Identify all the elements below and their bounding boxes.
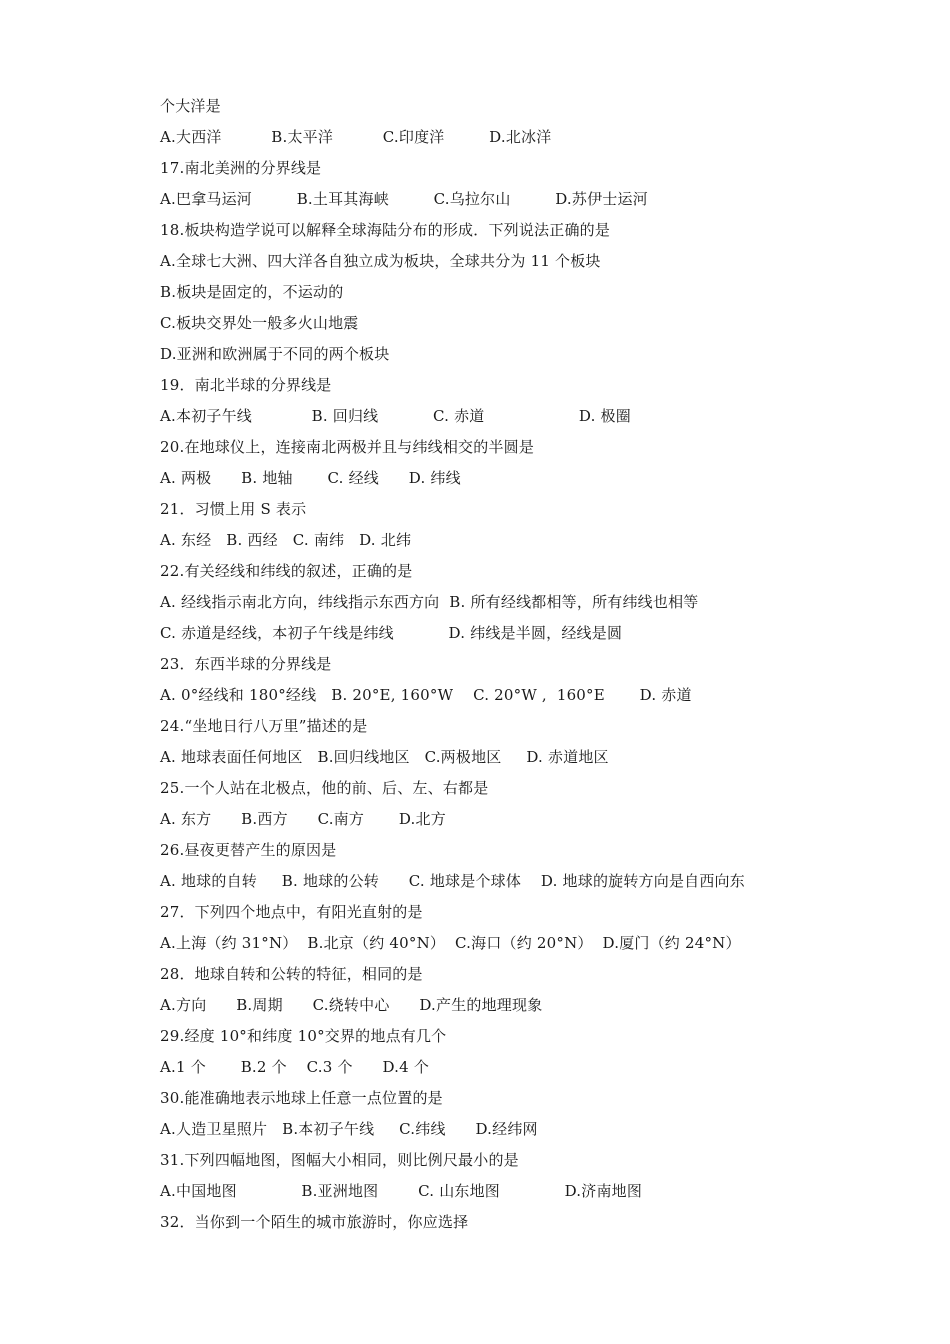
question-31-stem: 31.下列四幅地图，图幅大小相同，则比例尺最小的是	[160, 1151, 519, 1169]
question-17-options: A.巴拿马运河 B.土耳其海峡 C.乌拉尔山 D.苏伊士运河	[160, 190, 648, 208]
question-19-stem: 19．南北半球的分界线是	[160, 376, 332, 394]
question-26-stem: 26.昼夜更替产生的原因是	[160, 841, 337, 859]
question-23-stem: 23．东西半球的分界线是	[160, 655, 332, 673]
question-27-stem: 27．下列四个地点中，有阳光直射的是	[160, 903, 423, 921]
question-17-stem: 17.南北美洲的分界线是	[160, 159, 322, 177]
question-18-stem: 18.板块构造学说可以解释全球海陆分布的形成．下列说法正确的是	[160, 221, 611, 239]
question-21-stem: 21．习惯上用 S 表示	[160, 500, 307, 518]
question-28-stem: 28．地球自转和公转的特征，相同的是	[160, 965, 423, 983]
question-30-options: A.人造卫星照片 B.本初子午线 C.纬线 D.经纬网	[160, 1120, 538, 1138]
question-22-options-cd: C. 赤道是经线，本初子午线是纬线 D. 纬线是半圆，经线是圆	[160, 624, 623, 642]
question-22-stem: 22.有关经线和纬线的叙述，正确的是	[160, 562, 413, 580]
question-22-options-ab: A. 经线指示南北方向，纬线指示东西方向 B. 所有经线都相等，所有纬线也相等	[160, 593, 699, 611]
question-25-options: A. 东方 B.西方 C.南方 D.北方	[160, 810, 446, 828]
question-27-options: A.上海（约 31°N） B.北京（约 40°N） C.海口（约 20°N） D.厦门（约 24°N）	[160, 934, 741, 952]
question-29-stem: 29.经度 10°和纬度 10°交界的地点有几个	[160, 1027, 447, 1045]
question-16-options: A.大西洋 B.太平洋 C.印度洋 D.北冰洋	[160, 128, 552, 146]
question-26-options: A. 地球的自转 B. 地球的公转 C. 地球是个球体 D. 地球的旋转方向是自西向东	[160, 872, 745, 890]
question-20-stem: 20.在地球仪上，连接南北两极并且与纬线相交的半圆是	[160, 438, 535, 456]
question-18-option-c: C.板块交界处一般多火山地震	[160, 314, 359, 332]
question-23-options: A. 0°经线和 180°经线 B. 20°E, 160°W C. 20°W , 160°E D. 赤道	[160, 686, 692, 704]
question-18-option-d: D.亚洲和欧洲属于不同的两个板块	[160, 345, 390, 363]
question-20-options: A. 两极 B. 地轴 C. 经线 D. 纬线	[160, 469, 461, 487]
question-18-option-b: B.板块是固定的，不运动的	[160, 283, 344, 301]
question-19-options: A.本初子午线 B. 回归线 C. 赤道 D. 极圈	[160, 407, 631, 425]
question-18-option-a: A.全球七大洲、四大洋各自独立成为板块，全球共分为 11 个板块	[160, 252, 601, 270]
question-30-stem: 30.能准确地表示地球上任意一点位置的是	[160, 1089, 443, 1107]
question-32-stem: 32．当你到一个陌生的城市旅游时，你应选择	[160, 1213, 469, 1231]
question-16-stem-continued: 个大洋是	[160, 97, 221, 115]
question-31-options: A.中国地图 B.亚洲地图 C. 山东地图 D.济南地图	[160, 1182, 643, 1200]
question-24-stem: 24.“坐地日行八万里”描述的是	[160, 717, 368, 735]
question-28-options: A.方向 B.周期 C.绕转中心 D.产生的地理现象	[160, 996, 543, 1014]
question-25-stem: 25.一个人站在北极点，他的前、后、左、右都是	[160, 779, 489, 797]
question-24-options: A. 地球表面任何地区 B.回归线地区 C.两极地区 D. 赤道地区	[160, 748, 609, 766]
question-29-options: A.1 个 B.2 个 C.3 个 D.4 个	[160, 1058, 430, 1076]
question-21-options: A. 东经 B. 西经 C. 南纬 D. 北纬	[160, 531, 412, 549]
